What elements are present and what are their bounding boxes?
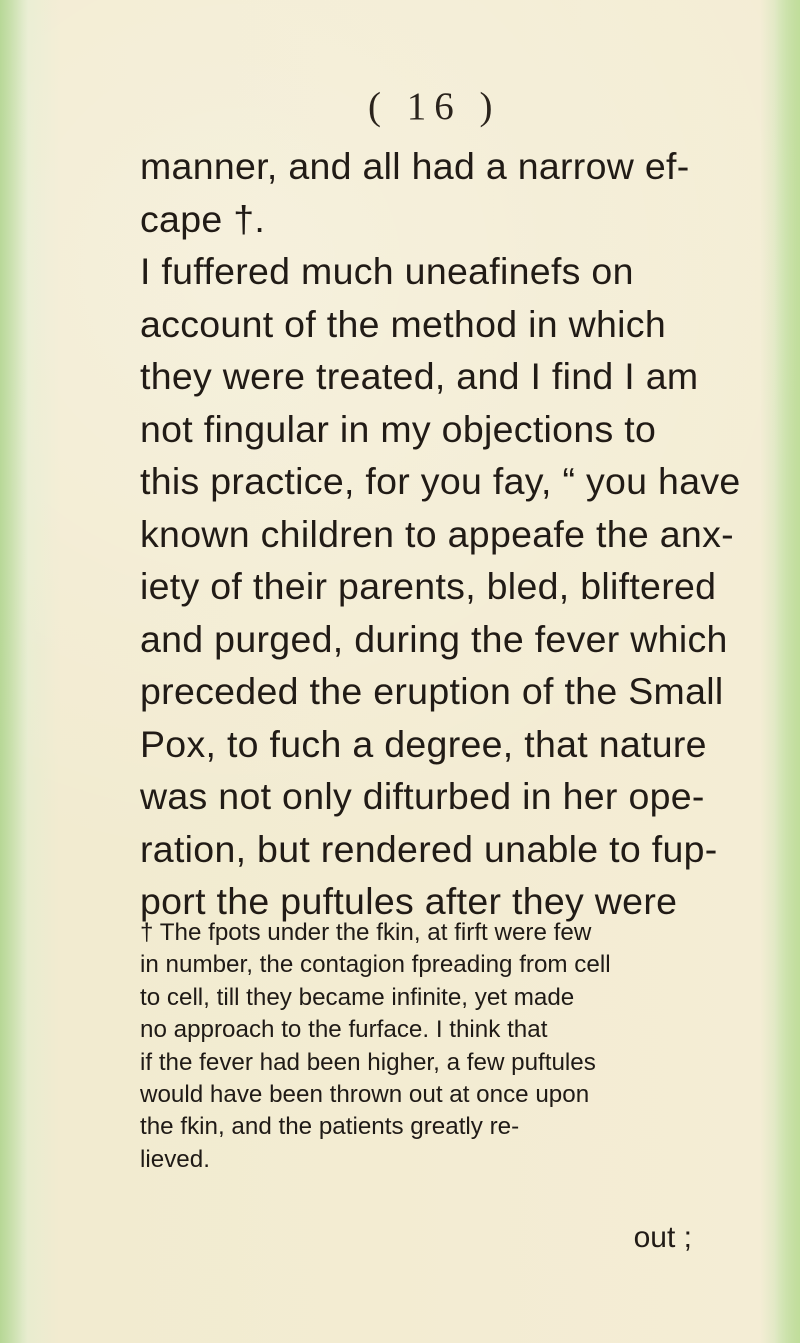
- page-number: ( 16 ): [368, 85, 501, 128]
- body-line: Pox, to fuch a degree, that nature: [140, 722, 707, 765]
- left-page-edge: [0, 0, 28, 1343]
- body-line: known children to appeafe the anx-: [140, 512, 734, 555]
- footnote-line: lieved.: [140, 1145, 210, 1173]
- body-line: not fingular in my objections to: [140, 407, 657, 450]
- right-page-edge: [774, 0, 800, 1343]
- footnote-line: if the fever had been higher, a few puftules: [140, 1048, 596, 1076]
- body-line: was not only difturbed in her ope-: [140, 775, 705, 817]
- body-line: ration, but rendered unable to fup-: [140, 827, 718, 870]
- body-line: this practice, for you fay, “ you have: [140, 460, 741, 502]
- body-text: [140, 140, 741, 928]
- footnote-line: would have been thrown out at once upon: [140, 1081, 590, 1109]
- body-line: and purged, during the fever which: [140, 617, 728, 660]
- body-line: iety of their parents, bled, bliftered: [140, 565, 717, 607]
- catchword: out ;: [633, 1221, 692, 1254]
- footnote-line: † The fpots under the fkin, at firft were few: [140, 919, 592, 946]
- footnote-line: no approach to the furface. I think that: [140, 1016, 548, 1044]
- body-line: account of the method in which: [140, 302, 666, 345]
- body-line: manner, and all had a narrow ef-: [140, 145, 690, 187]
- body-line: cape †.: [140, 197, 266, 240]
- body-line: they were treated, and I find I am: [140, 355, 699, 397]
- body-line: I fuffered much uneafinefs on: [140, 250, 634, 292]
- footnote: [140, 917, 730, 1176]
- footnote-line: the fkin, and the patients greatly re-: [140, 1113, 520, 1141]
- footnote-line: to cell, till they became infinite, yet made: [140, 983, 575, 1011]
- footnote-line: in number, the contagion fpreading from cell: [140, 951, 611, 979]
- body-line: port the puftules after they were: [140, 880, 678, 922]
- body-line: preceded the eruption of the Small: [140, 670, 724, 712]
